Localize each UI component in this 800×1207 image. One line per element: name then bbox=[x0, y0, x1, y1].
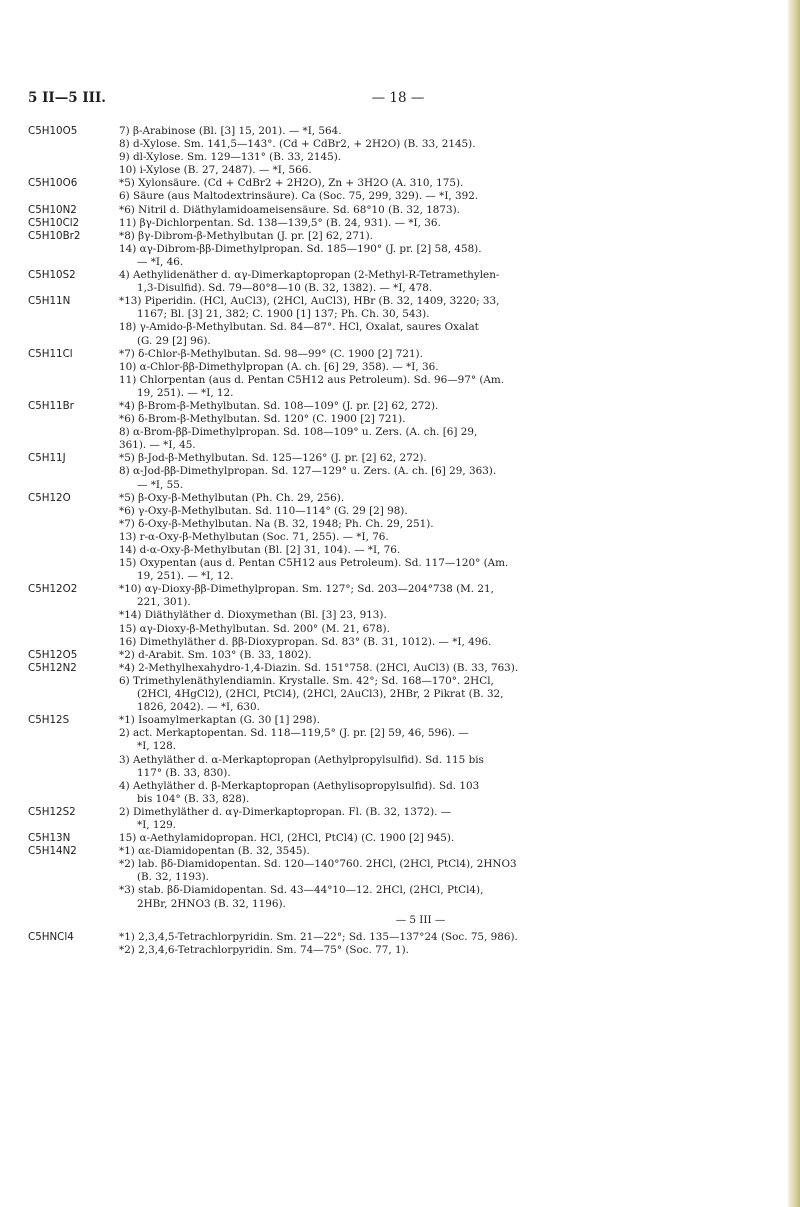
compound-list bbox=[119, 217, 773, 230]
compound-list bbox=[119, 125, 773, 177]
compound-line: *14) Diäthyläther d. Dioxymethan (Bl. [3] 23, 913). bbox=[119, 609, 387, 622]
compound-line: *I, 129. bbox=[137, 818, 177, 831]
compound-line: 1167; Bl. [3] 21, 382; C. 1900 [1] 137; Ph. Ch. 30, 543). bbox=[137, 308, 430, 321]
formula-label: C5H12S bbox=[28, 714, 70, 727]
entries-5-III bbox=[28, 931, 773, 957]
compound-line: 7) β-Arabinose (Bl. [3] 15, 201). — *I, 564. bbox=[119, 125, 342, 137]
compound-list bbox=[119, 649, 773, 662]
formula-entry bbox=[28, 348, 773, 400]
compound-list bbox=[119, 452, 773, 491]
section-range: 5 II—5 III. bbox=[28, 90, 106, 106]
compound-line: *10) αγ-Dioxy-ββ-Dimethylpropan. Sm. 127°; Sd. 203—204°738 (M. 21, bbox=[119, 583, 494, 596]
formula-label: C5H10Br2 bbox=[28, 229, 81, 242]
formula-entry bbox=[28, 204, 773, 217]
formula-label: C5H12N2 bbox=[28, 661, 77, 674]
formula-entry bbox=[28, 662, 773, 714]
page-number: — 18 — bbox=[371, 90, 425, 106]
compound-line: *8) βγ-Dibrom-β-Methylbutan (J. pr. [2] 62, 271). bbox=[119, 229, 373, 242]
compound-line: 6) Trimethylenäthylendiamin. Krystalle. Sm. 42°; Sd. 168—170°. 2HCl, bbox=[119, 674, 494, 687]
compound-line: 4) Aethyläther d. β-Merkaptopropan (Aethylisopropylsulfid). Sd. 103 bbox=[119, 779, 480, 792]
running-head bbox=[28, 90, 768, 112]
compound-line: 10) i-Xylose (B. 27, 2487). — *I, 566. bbox=[119, 164, 312, 177]
formula-entry bbox=[28, 217, 773, 230]
compound-line: 11) Chlorpentan (aus d. Pentan C5H12 aus Petroleum). Sd. 96—97° (Am. bbox=[119, 373, 505, 386]
formula-entry bbox=[28, 295, 773, 347]
compound-line: *6) Nitril d. Diäthylamidoameisensäure. Sd. 68°10 (B. 32, 1873). bbox=[119, 203, 460, 216]
formula-label: C5H11Cl bbox=[28, 347, 73, 360]
compound-line: *7) δ-Chlor-β-Methylbutan. Sd. 98—99° (C. 1900 [2] 721). bbox=[119, 347, 423, 360]
formula-entry bbox=[28, 649, 773, 662]
compound-line: *5) β-Jod-β-Methylbutan. Sd. 125—126° (J. pr. [2] 62, 272). bbox=[119, 452, 427, 465]
compound-line: *13) Piperidin. (HCl, AuCl3), (2HCl, AuCl3), HBr (B. 32, 1409, 3220; 33, bbox=[119, 295, 500, 308]
formula-entry bbox=[28, 845, 773, 910]
compound-line: *4) 2-Methylhexahydro-1,4-Diazin. Sd. 151°758. (2HCl, AuCl3) (B. 33, 763). bbox=[119, 661, 519, 674]
compound-list bbox=[119, 845, 773, 910]
formula-label: C5HNCl4 bbox=[28, 930, 74, 943]
compound-line: (2HCl, 4HgCl2), (2HCl, PtCl4), (2HCl, 2AuCl3), 2HBr, 2 Pikrat (B. 32, bbox=[137, 688, 504, 701]
compound-line: *3) stab. βδ-Diamidopentan. Sd. 43—44°10—12. 2HCl, (2HCl, PtCl4), bbox=[119, 884, 484, 897]
compound-line: *6) δ-Brom-β-Methylbutan. Sd. 120° (C. 1900 [2] 721). bbox=[119, 413, 406, 426]
formula-label: C5H11Br bbox=[28, 399, 74, 412]
compound-line: 4) Aethylidenäther d. αγ-Dimerkaptopropan (2-Methyl-R-Tetramethylen- bbox=[119, 269, 500, 282]
compound-line: 9) dl-Xylose. Sm. 129—131° (B. 33, 2145). bbox=[119, 151, 342, 164]
formula-entry bbox=[28, 832, 773, 845]
compound-line: (B. 32, 1193). bbox=[137, 871, 209, 884]
compound-line: 3) Aethyläther d. α-Merkaptopropan (Aethylpropylsulfid). Sd. 115 bis bbox=[119, 753, 484, 766]
compound-line: *5) β-Oxy-β-Methylbutan (Ph. Ch. 29, 256). bbox=[119, 491, 345, 504]
compound-line: 6) Säure (aus Maltodextrinsäure). Ca (Soc. 75, 299, 329). — *I, 392. bbox=[119, 190, 479, 203]
compound-line: 10) α-Chlor-ββ-Dimethylpropan (A. ch. [6] 29, 358). — *I, 36. bbox=[119, 360, 439, 373]
page-edge bbox=[788, 0, 800, 1207]
formula-label: C5H12O2 bbox=[28, 583, 78, 596]
compound-line: — *I, 55. bbox=[137, 478, 184, 491]
compound-list bbox=[119, 931, 773, 957]
compound-list bbox=[119, 492, 773, 584]
compound-list bbox=[119, 204, 773, 217]
compound-line: (G. 29 [2] 96). bbox=[137, 334, 211, 347]
formula-label: C5H12O5 bbox=[28, 648, 78, 661]
compound-line: *6) γ-Oxy-β-Methylbutan. Sd. 110—114° (G. 29 [2] 98). bbox=[119, 504, 408, 517]
compound-list bbox=[119, 230, 773, 269]
compound-line: 13) r-α-Oxy-β-Methylbutan (Soc. 71, 255). — *I, 76. bbox=[119, 530, 389, 543]
compound-line: 8) α-Jod-ββ-Dimethylpropan. Sd. 127—129° u. Zers. (A. ch. [6] 29, 363). bbox=[119, 465, 497, 478]
section-separator: — 5 III — bbox=[395, 913, 446, 926]
compound-line: 117° (B. 33, 830). bbox=[137, 766, 231, 779]
compound-line: *1) αε-Diamidopentan (B. 32, 3545). bbox=[119, 845, 310, 858]
compound-list bbox=[119, 583, 773, 648]
formula-entry bbox=[28, 492, 773, 584]
compound-list bbox=[119, 348, 773, 400]
compound-line: 2) act. Merkaptopentan. Sd. 118—119,5° (J. pr. [2] 59, 46, 596). — bbox=[119, 727, 469, 740]
compound-line: 8) d-Xylose. Sm. 141,5—143°. (Cd + CdBr2, + 2H2O) (B. 33, 2145). bbox=[119, 138, 476, 151]
compound-line: 2HBr, 2HNO3 (B. 32, 1196). bbox=[137, 897, 286, 910]
formula-label: C5H10Cl2 bbox=[28, 216, 80, 229]
formula-entry bbox=[28, 452, 773, 491]
compound-line: *5) Xylonsäure. (Cd + CdBr2 + 2H2O), Zn + 3H2O (A. 310, 175). bbox=[119, 177, 464, 190]
compound-list bbox=[119, 832, 773, 845]
compound-line: 19, 251). — *I, 12. bbox=[137, 386, 234, 399]
entries-5-II bbox=[28, 125, 773, 911]
compound-line: 15) α-Aethylamidopropan. HCl, (2HCl, PtCl4) (C. 1900 [2] 945). bbox=[119, 832, 455, 845]
compound-list bbox=[119, 295, 773, 347]
compound-line: 2) Dimethyläther d. αγ-Dimerkaptopropan. Fl. (B. 32, 1372). — bbox=[119, 805, 452, 818]
compound-line: 11) βγ-Dichlorpentan. Sd. 138—139,5° (B. 24, 931). — *I, 36. bbox=[119, 216, 441, 229]
compound-line: 14) d-α-Oxy-β-Methylbutan (Bl. [2] 31, 104). — *I, 76. bbox=[119, 544, 401, 556]
compound-list bbox=[119, 714, 773, 806]
formula-label: C5H11J bbox=[28, 452, 66, 465]
compound-line: 16) Dimethyläther d. ββ-Dioxypropan. Sd. 83° (B. 31, 1012). — *I, 496. bbox=[119, 635, 492, 648]
compound-line: *2) d-Arabit. Sm. 103° (B. 33, 1802). bbox=[119, 648, 312, 661]
compound-line: 14) αγ-Dibrom-ββ-Dimethylpropan. Sd. 185—190° (J. pr. [2] 58, 458). bbox=[119, 242, 482, 255]
compound-line: *4) β-Brom-β-Methylbutan. Sd. 108—109° (J. pr. [2] 62, 272). bbox=[119, 399, 439, 412]
compound-line: 18) γ-Amido-β-Methylbutan. Sd. 84—87°. HCl, Oxalat, saures Oxalat bbox=[119, 321, 479, 334]
formula-entry bbox=[28, 125, 773, 177]
formula-label: C5H10S2 bbox=[28, 269, 76, 282]
compound-list bbox=[119, 177, 773, 203]
formula-label: C5H11N bbox=[28, 295, 71, 308]
compound-line: 221, 301). bbox=[137, 596, 191, 609]
formula-entry bbox=[28, 230, 773, 269]
compound-line: — *I, 46. bbox=[137, 255, 184, 268]
compound-list bbox=[119, 806, 773, 832]
compound-line: 8) α-Brom-ββ-Dimethylpropan. Sd. 108—109° u. Zers. (A. ch. [6] 29, bbox=[119, 426, 478, 439]
compound-line: 15) Oxypentan (aus d. Pentan C5H12 aus Petroleum). Sd. 117—120° (Am. bbox=[119, 557, 509, 570]
formula-register bbox=[28, 125, 773, 957]
compound-line: 1,3-Disulfid). Sd. 79—80°8—10 (B. 32, 1382). — *I, 478. bbox=[137, 282, 433, 295]
compound-line: *2) lab. βδ-Diamidopentan. Sd. 120—140°760. 2HCl, (2HCl, PtCl4), 2HNO3 bbox=[119, 858, 517, 871]
compound-line: *I, 128. bbox=[137, 740, 177, 753]
formula-entry bbox=[28, 714, 773, 806]
compound-list bbox=[119, 662, 773, 714]
compound-line: *7) δ-Oxy-β-Methylbutan. Na (B. 32, 1948; Ph. Ch. 29, 251). bbox=[119, 517, 434, 530]
formula-label: C5H12O bbox=[28, 491, 71, 504]
compound-line: 15) αγ-Dioxy-β-Methylbutan. Sd. 200° (M. 21, 678). bbox=[119, 622, 390, 635]
formula-entry bbox=[28, 931, 773, 957]
formula-entry bbox=[28, 806, 773, 832]
formula-entry bbox=[28, 583, 773, 648]
formula-label: C5H10O6 bbox=[28, 177, 78, 190]
formula-label: C5H10O5 bbox=[28, 125, 78, 137]
formula-label: C5H14N2 bbox=[28, 845, 77, 858]
compound-line: 19, 251). — *I, 12. bbox=[137, 570, 234, 583]
compound-line: *1) 2,3,4,5-Tetrachlorpyridin. Sm. 21—22°; Sd. 135—137°24 (Soc. 75, 986). bbox=[119, 930, 518, 943]
compound-line: *2) 2,3,4,6-Tetrachlorpyridin. Sm. 74—75° (Soc. 77, 1). bbox=[119, 943, 409, 956]
formula-label: C5H12S2 bbox=[28, 805, 76, 818]
compound-list bbox=[119, 400, 773, 452]
compound-line: bis 104° (B. 33, 828). bbox=[137, 792, 250, 805]
formula-entry bbox=[28, 269, 773, 295]
formula-entry bbox=[28, 177, 773, 203]
compound-line: 1826, 2042). — *I, 630. bbox=[137, 701, 260, 714]
formula-label: C5H10N2 bbox=[28, 203, 77, 216]
compound-line: 361). — *I, 45. bbox=[119, 439, 196, 452]
formula-label: C5H13N bbox=[28, 832, 71, 845]
compound-line: *1) Isoamylmerkaptan (G. 30 [1] 298). bbox=[119, 714, 320, 727]
compound-list bbox=[119, 269, 773, 295]
formula-entry bbox=[28, 400, 773, 452]
